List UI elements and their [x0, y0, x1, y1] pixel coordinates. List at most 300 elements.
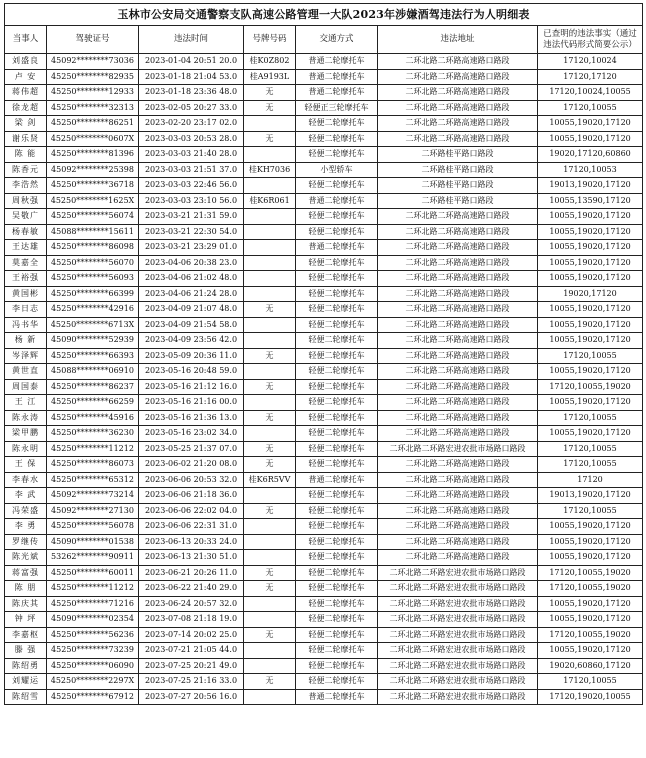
cell-license-no: 45250********32313: [47, 100, 139, 116]
cell-violation-facts: 17120,10055: [538, 503, 643, 519]
cell-vehicle-type: 轻便二轮摩托车: [296, 271, 378, 287]
cell-party: 莫嘉全: [5, 255, 47, 271]
cell-violation-facts: 10055,19020,17120: [538, 317, 643, 333]
table-row: [5, 503, 643, 519]
cell-violation-time: 2023-06-13 21:30 51.0: [139, 550, 244, 566]
cell-plate-no: [244, 240, 296, 256]
cell-plate-no: [244, 395, 296, 411]
table-row: [5, 255, 643, 271]
table-row: [5, 147, 643, 163]
header-vehicle-type: 交通方式: [296, 26, 378, 54]
header-plate-no: 号牌号码: [244, 26, 296, 54]
cell-violation-address: 二环北路二环路高速路口路段: [378, 209, 538, 225]
cell-party: 李春水: [5, 472, 47, 488]
table-row: [5, 379, 643, 395]
cell-plate-no: [244, 426, 296, 442]
cell-license-no: 45092********25398: [47, 162, 139, 178]
cell-license-no: 45092********73214: [47, 488, 139, 504]
cell-violation-address: 二环北路二环路宏进农批市场路口路段: [378, 581, 538, 597]
cell-license-no: 45088********15611: [47, 224, 139, 240]
cell-plate-no: [244, 534, 296, 550]
cell-party: 王达雄: [5, 240, 47, 256]
cell-violation-time: 2023-03-21 21:31 59.0: [139, 209, 244, 225]
cell-license-no: 45250********66399: [47, 286, 139, 302]
cell-violation-address: 二环北路二环路高速路口路段: [378, 271, 538, 287]
cell-license-no: 45250********42916: [47, 302, 139, 318]
cell-violation-facts: 17120,10055: [538, 100, 643, 116]
cell-plate-no: [244, 116, 296, 132]
cell-plate-no: [244, 271, 296, 287]
table-row: [5, 333, 643, 349]
cell-violation-facts: 17120,10055: [538, 410, 643, 426]
cell-violation-address: 二环北路二环路高速路口路段: [378, 255, 538, 271]
cell-vehicle-type: 轻便二轮摩托车: [296, 612, 378, 628]
cell-violation-address: 二环北路二环路高速路口路段: [378, 317, 538, 333]
table-row: [5, 54, 643, 70]
cell-plate-no: [244, 147, 296, 163]
cell-violation-facts: 10055,19020,17120: [538, 240, 643, 256]
cell-vehicle-type: 普通二轮摩托车: [296, 69, 378, 85]
cell-violation-address: 二环北路二环路高速路口路段: [378, 54, 538, 70]
cell-violation-facts: 17120,10055: [538, 348, 643, 364]
cell-violation-facts: 10055,19020,17120: [538, 596, 643, 612]
table-body: [5, 54, 643, 705]
cell-plate-no: 无: [244, 302, 296, 318]
cell-party: 梁 剑: [5, 116, 47, 132]
cell-party: 陈 能: [5, 147, 47, 163]
cell-vehicle-type: 普通二轮摩托车: [296, 240, 378, 256]
cell-violation-time: 2023-02-20 23:17 02.0: [139, 116, 244, 132]
cell-party: 周秋强: [5, 193, 47, 209]
table-row: [5, 69, 643, 85]
cell-vehicle-type: 轻便二轮摩托车: [296, 581, 378, 597]
cell-violation-address: 二环北路二环路高速路口路段: [378, 488, 538, 504]
cell-party: 滕 强: [5, 643, 47, 659]
cell-license-no: 45250********81396: [47, 147, 139, 163]
cell-vehicle-type: 轻便二轮摩托车: [296, 550, 378, 566]
cell-party: 王 保: [5, 457, 47, 473]
cell-license-no: 45250********2297X: [47, 674, 139, 690]
cell-violation-address: 二环北路二环路高速路口路段: [378, 100, 538, 116]
cell-license-no: 45250********66259: [47, 395, 139, 411]
cell-plate-no: 无: [244, 100, 296, 116]
cell-violation-time: 2023-04-06 21:24 28.0: [139, 286, 244, 302]
cell-party: 黄国彬: [5, 286, 47, 302]
cell-plate-no: [244, 658, 296, 674]
cell-violation-facts: 17120,10055: [538, 674, 643, 690]
table-row: [5, 85, 643, 101]
cell-license-no: 45250********56074: [47, 209, 139, 225]
table-row: [5, 271, 643, 287]
cell-party: 周国泰: [5, 379, 47, 395]
cell-violation-facts: 17120,10024,10055: [538, 85, 643, 101]
cell-violation-facts: 19013,19020,17120: [538, 488, 643, 504]
cell-violation-time: 2023-05-16 21:36 13.0: [139, 410, 244, 426]
cell-license-no: 45250********36718: [47, 178, 139, 194]
cell-violation-time: 2023-04-09 21:54 58.0: [139, 317, 244, 333]
cell-party: 李 勇: [5, 519, 47, 535]
header-violation-address: 违法地址: [378, 26, 538, 54]
cell-violation-facts: 10055,19020,17120: [538, 426, 643, 442]
cell-violation-time: 2023-07-25 20:21 49.0: [139, 658, 244, 674]
cell-violation-time: 2023-02-05 20:27 33.0: [139, 100, 244, 116]
cell-violation-facts: 17120,10055,19020: [538, 379, 643, 395]
cell-violation-facts: 19020,17120,60860: [538, 147, 643, 163]
cell-vehicle-type: 轻便二轮摩托车: [296, 255, 378, 271]
cell-violation-time: 2023-06-13 20:33 24.0: [139, 534, 244, 550]
table-row: [5, 193, 643, 209]
cell-violation-facts: 19013,19020,17120: [538, 178, 643, 194]
cell-vehicle-type: 轻便二轮摩托车: [296, 317, 378, 333]
cell-party: 冯书华: [5, 317, 47, 333]
header-license-no: 驾驶证号: [47, 26, 139, 54]
cell-vehicle-type: 轻便二轮摩托车: [296, 178, 378, 194]
cell-license-no: 45250********73239: [47, 643, 139, 659]
cell-violation-facts: 10055,19020,17120: [538, 131, 643, 147]
cell-violation-address: 二环路桂平路口路段: [378, 193, 538, 209]
cell-plate-no: [244, 488, 296, 504]
table-row: [5, 565, 643, 581]
cell-plate-no: 无: [244, 581, 296, 597]
table-row: [5, 519, 643, 535]
cell-violation-facts: 17120,17120: [538, 69, 643, 85]
cell-violation-facts: 10055,19020,17120: [538, 519, 643, 535]
cell-party: 卢 安: [5, 69, 47, 85]
cell-vehicle-type: 轻便二轮摩托车: [296, 643, 378, 659]
cell-vehicle-type: 轻便二轮摩托车: [296, 131, 378, 147]
cell-violation-address: 二环北路二环路高速路口路段: [378, 85, 538, 101]
title-row: [5, 4, 643, 26]
cell-violation-address: 二环北路二环路宏进农批市场路口路段: [378, 596, 538, 612]
table-row: [5, 627, 643, 643]
cell-violation-time: 2023-06-06 22:02 04.0: [139, 503, 244, 519]
cell-vehicle-type: 轻便二轮摩托车: [296, 209, 378, 225]
cell-license-no: 45250********11212: [47, 441, 139, 457]
cell-violation-time: 2023-01-18 21:04 53.0: [139, 69, 244, 85]
cell-violation-time: 2023-05-25 21:37 07.0: [139, 441, 244, 457]
cell-license-no: 45250********0607X: [47, 131, 139, 147]
cell-plate-no: [244, 519, 296, 535]
cell-violation-time: 2023-03-21 22:30 54.0: [139, 224, 244, 240]
cell-party: 杨春敏: [5, 224, 47, 240]
cell-license-no: 45090********01538: [47, 534, 139, 550]
table-row: [5, 178, 643, 194]
cell-violation-facts: 10055,19020,17120: [538, 643, 643, 659]
cell-plate-no: [244, 643, 296, 659]
cell-violation-facts: 17120,10055: [538, 457, 643, 473]
cell-violation-time: 2023-05-16 23:02 34.0: [139, 426, 244, 442]
cell-license-no: 45090********02354: [47, 612, 139, 628]
cell-violation-facts: 17120,10055,19020: [538, 627, 643, 643]
cell-plate-no: [244, 550, 296, 566]
cell-license-no: 45250********56078: [47, 519, 139, 535]
table-row: [5, 674, 643, 690]
cell-vehicle-type: 轻便二轮摩托车: [296, 457, 378, 473]
table-row: [5, 472, 643, 488]
cell-party: 蒋伟超: [5, 85, 47, 101]
cell-violation-time: 2023-07-27 20:56 16.0: [139, 689, 244, 705]
cell-plate-no: [244, 286, 296, 302]
cell-license-no: 45250********56093: [47, 271, 139, 287]
cell-party: 陈香元: [5, 162, 47, 178]
table-row: [5, 286, 643, 302]
table-row: [5, 550, 643, 566]
cell-violation-time: 2023-06-02 21:20 08.0: [139, 457, 244, 473]
header-row: [5, 26, 643, 54]
cell-violation-address: 二环北路二环路宏进农批市场路口路段: [378, 674, 538, 690]
cell-violation-facts: 17120,10055: [538, 441, 643, 457]
cell-violation-time: 2023-03-21 23:29 01.0: [139, 240, 244, 256]
header-violation-facts: 已查明的违法事实（通过违法代码形式简要公示）: [538, 26, 643, 54]
cell-license-no: 45250********71216: [47, 596, 139, 612]
cell-violation-facts: 10055,19020,17120: [538, 333, 643, 349]
cell-party: 李日志: [5, 302, 47, 318]
cell-plate-no: [244, 317, 296, 333]
cell-violation-time: 2023-01-18 23:36 48.0: [139, 85, 244, 101]
cell-plate-no: 无: [244, 410, 296, 426]
cell-plate-no: 无: [244, 441, 296, 457]
cell-violation-facts: 10055,19020,17120: [538, 209, 643, 225]
cell-plate-no: 无: [244, 627, 296, 643]
cell-plate-no: 桂K6R5VV: [244, 472, 296, 488]
table-row: [5, 410, 643, 426]
cell-violation-facts: 10055,19020,17120: [538, 116, 643, 132]
cell-violation-time: 2023-07-25 21:16 33.0: [139, 674, 244, 690]
cell-violation-address: 二环北路二环路高速路口路段: [378, 333, 538, 349]
cell-party: 李浩然: [5, 178, 47, 194]
cell-violation-address: 二环北路二环路高速路口路段: [378, 286, 538, 302]
cell-violation-facts: 10055,19020,17120: [538, 255, 643, 271]
cell-violation-facts: 17120,10055,19020: [538, 581, 643, 597]
cell-violation-time: 2023-04-06 20:38 23.0: [139, 255, 244, 271]
table-row: [5, 689, 643, 705]
cell-violation-facts: 17120,10055,19020: [538, 565, 643, 581]
table-row: [5, 364, 643, 380]
cell-party: 吴敬广: [5, 209, 47, 225]
cell-vehicle-type: 轻便二轮摩托车: [296, 410, 378, 426]
cell-license-no: 45250********56236: [47, 627, 139, 643]
cell-license-no: 45250********82935: [47, 69, 139, 85]
cell-vehicle-type: 轻便二轮摩托车: [296, 348, 378, 364]
table-row: [5, 302, 643, 318]
cell-license-no: 45250********86098: [47, 240, 139, 256]
cell-violation-time: 2023-05-16 21:12 16.0: [139, 379, 244, 395]
cell-vehicle-type: 轻便二轮摩托车: [296, 596, 378, 612]
cell-vehicle-type: 轻便二轮摩托车: [296, 224, 378, 240]
cell-violation-time: 2023-05-09 20:36 11.0: [139, 348, 244, 364]
cell-violation-address: 二环北路二环路高速路口路段: [378, 348, 538, 364]
cell-violation-time: 2023-06-06 22:31 31.0: [139, 519, 244, 535]
cell-violation-address: 二环北路二环路高速路口路段: [378, 550, 538, 566]
cell-plate-no: 桂K0Z802: [244, 54, 296, 70]
cell-violation-address: 二环北路二环路高速路口路段: [378, 457, 538, 473]
cell-violation-time: 2023-03-03 22:46 56.0: [139, 178, 244, 194]
cell-violation-time: 2023-07-14 20:02 25.0: [139, 627, 244, 643]
cell-vehicle-type: 普通二轮摩托车: [296, 54, 378, 70]
cell-party: 陈庆其: [5, 596, 47, 612]
cell-violation-facts: 19020,17120: [538, 286, 643, 302]
cell-violation-facts: 17120,19020,10055: [538, 689, 643, 705]
cell-violation-facts: 17120,10053: [538, 162, 643, 178]
cell-violation-time: 2023-03-03 23:10 56.0: [139, 193, 244, 209]
cell-violation-time: 2023-03-03 20:53 28.0: [139, 131, 244, 147]
cell-violation-address: 二环北路二环路高速路口路段: [378, 472, 538, 488]
cell-vehicle-type: 轻便二轮摩托车: [296, 519, 378, 535]
cell-license-no: 45092********73036: [47, 54, 139, 70]
cell-violation-address: 二环北路二环路宏进农批市场路口路段: [378, 612, 538, 628]
table-row: [5, 240, 643, 256]
cell-plate-no: 无: [244, 457, 296, 473]
cell-plate-no: [244, 612, 296, 628]
cell-vehicle-type: 轻便二轮摩托车: [296, 379, 378, 395]
cell-vehicle-type: 普通二轮摩托车: [296, 193, 378, 209]
cell-violation-address: 二环北路二环路高速路口路段: [378, 364, 538, 380]
cell-vehicle-type: 小型轿车: [296, 162, 378, 178]
cell-party: 刘盛良: [5, 54, 47, 70]
cell-license-no: 45250********60011: [47, 565, 139, 581]
cell-vehicle-type: 轻便二轮摩托车: [296, 147, 378, 163]
cell-party: 梁甲鹏: [5, 426, 47, 442]
cell-vehicle-type: 轻便二轮摩托车: [296, 426, 378, 442]
cell-vehicle-type: 普通二轮摩托车: [296, 472, 378, 488]
table-row: [5, 534, 643, 550]
table-row: [5, 426, 643, 442]
cell-violation-time: 2023-07-21 21:05 44.0: [139, 643, 244, 659]
cell-license-no: 45088********06910: [47, 364, 139, 380]
cell-violation-time: 2023-01-04 20:51 20.0: [139, 54, 244, 70]
cell-license-no: 45250********66393: [47, 348, 139, 364]
cell-license-no: 45250********56070: [47, 255, 139, 271]
cell-plate-no: 无: [244, 503, 296, 519]
cell-violation-time: 2023-03-03 21:40 28.0: [139, 147, 244, 163]
cell-violation-time: 2023-05-16 21:16 00.0: [139, 395, 244, 411]
cell-license-no: 45250********12933: [47, 85, 139, 101]
cell-vehicle-type: 轻便二轮摩托车: [296, 395, 378, 411]
cell-violation-address: 二环北路二环路高速路口路段: [378, 519, 538, 535]
table-row: [5, 596, 643, 612]
cell-violation-facts: 10055,19020,17120: [538, 550, 643, 566]
cell-violation-facts: 17120: [538, 472, 643, 488]
cell-violation-address: 二环北路二环路宏进农批市场路口路段: [378, 658, 538, 674]
cell-violation-address: 二环北路二环路高速路口路段: [378, 131, 538, 147]
cell-violation-address: 二环北路二环路宏进农批市场路口路段: [378, 441, 538, 457]
cell-plate-no: [244, 689, 296, 705]
cell-vehicle-type: 普通二轮摩托车: [296, 689, 378, 705]
cell-plate-no: [244, 178, 296, 194]
cell-license-no: 45090********52939: [47, 333, 139, 349]
violation-table: [4, 3, 643, 705]
cell-plate-no: 无: [244, 379, 296, 395]
table-row: [5, 348, 643, 364]
cell-license-no: 45250********67912: [47, 689, 139, 705]
cell-violation-facts: 17120,10024: [538, 54, 643, 70]
cell-vehicle-type: 轻便二轮摩托车: [296, 503, 378, 519]
table-row: [5, 209, 643, 225]
cell-violation-address: 二环北路二环路高速路口路段: [378, 410, 538, 426]
cell-violation-address: 二环北路二环路高速路口路段: [378, 395, 538, 411]
cell-violation-address: 二环北路二环路宏进农批市场路口路段: [378, 565, 538, 581]
cell-violation-time: 2023-03-03 21:51 37.0: [139, 162, 244, 178]
cell-party: 刘耀运: [5, 674, 47, 690]
header-party: 当事人: [5, 26, 47, 54]
cell-party: 黄世直: [5, 364, 47, 380]
cell-violation-address: 二环北路二环路高速路口路段: [378, 426, 538, 442]
table-row: [5, 457, 643, 473]
cell-violation-facts: 10055,19020,17120: [538, 534, 643, 550]
cell-vehicle-type: 轻便正三轮摩托车: [296, 100, 378, 116]
cell-vehicle-type: 轻便二轮摩托车: [296, 364, 378, 380]
cell-vehicle-type: 轻便二轮摩托车: [296, 286, 378, 302]
cell-violation-time: 2023-06-21 20:26 11.0: [139, 565, 244, 581]
cell-violation-address: 二环北路二环路宏进农批市场路口路段: [378, 689, 538, 705]
table-row: [5, 488, 643, 504]
cell-party: 岑泽辉: [5, 348, 47, 364]
cell-violation-address: 二环路桂平路口路段: [378, 147, 538, 163]
cell-plate-no: 无: [244, 565, 296, 581]
cell-license-no: 45250********86251: [47, 116, 139, 132]
table-row: [5, 658, 643, 674]
cell-violation-address: 二环北路二环路高速路口路段: [378, 240, 538, 256]
cell-vehicle-type: 轻便二轮摩托车: [296, 534, 378, 550]
cell-license-no: 45092********27130: [47, 503, 139, 519]
cell-party: 王裕强: [5, 271, 47, 287]
cell-plate-no: 无: [244, 85, 296, 101]
cell-party: 陈永涛: [5, 410, 47, 426]
cell-violation-address: 二环北路二环路高速路口路段: [378, 224, 538, 240]
cell-party: 李 武: [5, 488, 47, 504]
cell-violation-address: 二环北路二环路高速路口路段: [378, 503, 538, 519]
cell-vehicle-type: 轻便二轮摩托车: [296, 302, 378, 318]
cell-violation-address: 二环北路二环路高速路口路段: [378, 116, 538, 132]
cell-violation-address: 二环北路二环路高速路口路段: [378, 69, 538, 85]
cell-violation-facts: 10055,19020,17120: [538, 395, 643, 411]
cell-violation-facts: 10055,19020,17120: [538, 271, 643, 287]
cell-party: 冯荣盛: [5, 503, 47, 519]
cell-plate-no: 桂A9193L: [244, 69, 296, 85]
table-row: [5, 643, 643, 659]
cell-party: 杨 新: [5, 333, 47, 349]
table-row: [5, 612, 643, 628]
cell-vehicle-type: 轻便二轮摩托车: [296, 627, 378, 643]
table-row: [5, 317, 643, 333]
cell-vehicle-type: 普通二轮摩托车: [296, 85, 378, 101]
cell-violation-address: 二环北路二环路高速路口路段: [378, 379, 538, 395]
cell-party: 谢乐贤: [5, 131, 47, 147]
cell-license-no: 45250********11212: [47, 581, 139, 597]
cell-violation-time: 2023-04-09 23:56 42.0: [139, 333, 244, 349]
cell-vehicle-type: 轻便二轮摩托车: [296, 674, 378, 690]
cell-violation-address: 二环北路二环路宏进农批市场路口路段: [378, 627, 538, 643]
cell-vehicle-type: 轻便二轮摩托车: [296, 116, 378, 132]
cell-violation-address: 二环北路二环路高速路口路段: [378, 534, 538, 550]
cell-party: 李嘉枢: [5, 627, 47, 643]
table-row: [5, 441, 643, 457]
cell-party: 钟 坪: [5, 612, 47, 628]
cell-plate-no: [244, 333, 296, 349]
cell-plate-no: [244, 209, 296, 225]
cell-plate-no: [244, 255, 296, 271]
cell-plate-no: 无: [244, 131, 296, 147]
cell-violation-facts: 10055,19020,17120: [538, 612, 643, 628]
cell-license-no: 45250********86073: [47, 457, 139, 473]
cell-party: 陈 朋: [5, 581, 47, 597]
cell-violation-time: 2023-07-08 21:18 19.0: [139, 612, 244, 628]
cell-violation-address: 二环北路二环路宏进农批市场路口路段: [378, 643, 538, 659]
table-row: [5, 162, 643, 178]
cell-vehicle-type: 轻便二轮摩托车: [296, 565, 378, 581]
cell-plate-no: 桂KH7036: [244, 162, 296, 178]
table-row: [5, 395, 643, 411]
